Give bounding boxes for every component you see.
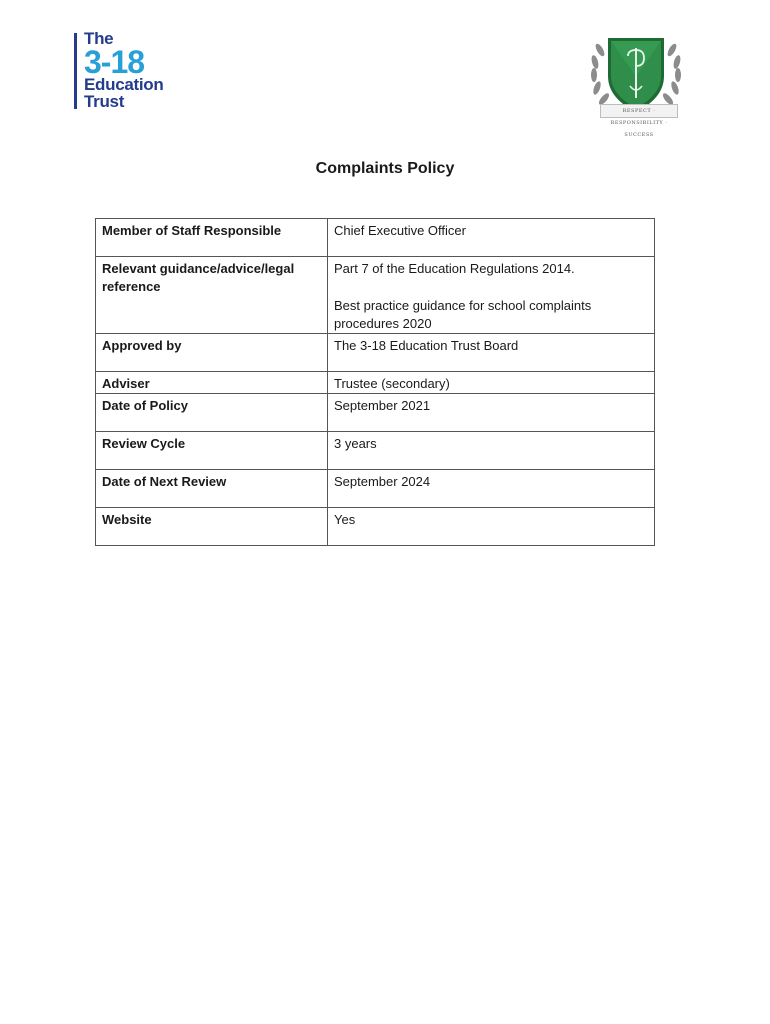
table-row [96,394,655,432]
row-label: Date of Next Review [96,470,328,508]
school-crest [586,28,686,138]
logo-accent-bar [74,33,77,109]
crest-motto: RESPECT · RESPONSIBILITY · SUCCESS [600,104,678,118]
table-row [96,508,655,546]
row-label: Review Cycle [96,432,328,470]
table-row [96,470,655,508]
trust-logo [72,30,202,112]
logo-line-trust: Trust [84,92,125,111]
logo-line-the: The [84,29,114,48]
row-value: The 3-18 Education Trust Board [328,334,655,372]
table-row [96,432,655,470]
row-label: Date of Policy [96,394,328,432]
row-value: Chief Executive Officer [328,219,655,257]
row-value-line: Part 7 of the Education Regulations 2014. [334,261,575,276]
policy-info-table [95,218,655,546]
table-row [96,334,655,372]
logo-wordmark [84,30,163,110]
row-value [328,257,655,334]
row-label: Adviser [96,372,328,394]
logo-line-education: Education [84,75,164,94]
table-row [96,372,655,394]
logo-line-number: 3-18 [84,44,145,80]
table-row [96,219,655,257]
row-value: Yes [328,508,655,546]
row-value: Trustee (secondary) [328,372,655,394]
row-label: Approved by [96,334,328,372]
page-title: Complaints Policy [315,160,455,177]
row-label: Website [96,508,328,546]
row-label: Relevant guidance/advice/legal reference [96,257,328,334]
row-value: September 2024 [328,470,655,508]
table-row [96,257,655,334]
row-value-line: Best practice guidance for school complaints procedures 2020 [334,298,592,331]
row-value: September 2021 [328,394,655,432]
row-value: 3 years [328,432,655,470]
row-label: Member of Staff Responsible [96,219,328,257]
